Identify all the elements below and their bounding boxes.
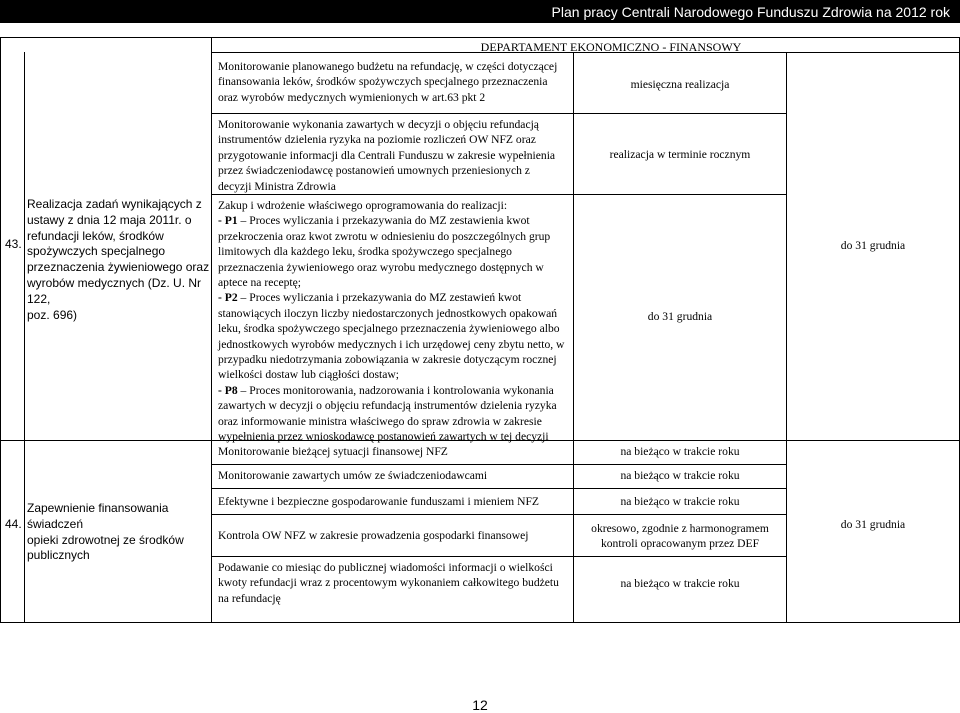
term-44-4: okresowo, zgodnie z harmonogramem kontroli opracowanym przez DEF (591, 522, 769, 551)
col-divider-term (786, 52, 787, 623)
term-44-2: na bieżąco w trakcie roku (620, 469, 740, 482)
row-number-43: 43. (5, 237, 22, 251)
action-44-2: Monitorowanie zawartych umów ze świadczeniodawcami (218, 469, 488, 482)
action-44-4: Kontrola OW NFZ w zakresie prowadzenia gospodarki finansowej (218, 529, 529, 542)
row-line (211, 464, 787, 465)
action-44-1: Monitorowanie bieżącej sytuacji finansowej NFZ (218, 445, 448, 458)
table-top-border (0, 37, 960, 38)
page-header-bar (0, 0, 960, 23)
term-43-1: miesięczna realizacja (630, 78, 730, 91)
row-line (211, 194, 787, 195)
deadline-43: do 31 grudnia (840, 239, 906, 252)
table-bottom-border (0, 622, 960, 623)
row-number-44: 44. (5, 517, 22, 531)
action-44-3: Efektywne i bezpieczne gospodarowanie funduszami i mieniem NFZ (218, 495, 539, 508)
table-left-border (0, 37, 1, 623)
term-43-3: do 31 grudnia (647, 310, 713, 323)
action-43-1: Monitorowanie planowanego budżetu na refundację, w części dotyczącej finansowania leków, środków spożywczych specjalnego przeznaczenia oraz wyrobów medycznych wymienionych w art.63 pkt 2 (218, 60, 558, 104)
page-title: Plan pracy Centrali Narodowego Funduszu Zdrowia na 2012 rok (551, 3, 950, 20)
term-43-2: realizacja w terminie rocznym (609, 148, 751, 161)
deadline-44: do 31 grudnia (840, 518, 906, 531)
action-43-2: Monitorowanie wykonania zawartych w decyzji o objęciu refundacją instrumentów dzielenia ryzyka na poziomie rozliczeń OW NFZ oraz przygotowanie informacji dla Centrali Funduszu w zakresie wypełnienia przez świadczeniodawcę postanowień umownych przeniesionych z decyzji Ministra Zdrowia (218, 118, 556, 193)
term-44-1: na bieżąco w trakcie roku (620, 445, 740, 458)
task-description-43: Realizacja zadań wynikających z ustawy z dnia 12 maja 2011r. o refundacji leków, środków spożywczych specjalnego przeznaczenia żywieniowego oraz wyrobów medycznych (Dz. U. Nr 122, poz. 696) (27, 197, 210, 322)
action-43-3: Zakup i wdrożenie właściwego oprogramowania do realizacji: - P1 – Proces wyliczania i przekazywania do MZ zestawienia kwot przekroczenia oraz kwot zwrotu w odniesieniu do poszczególnych grup limitowych dla każdego leku, środka spożywczego specjalnego przeznaczenia żywieniowego oraz wyrobu medycznego dostępnych w aptece na receptę; - P2 – Proces wyliczania i przekazywania do MZ zestawień kwot stanowiących iloczyn liczby niedostarczonych jednostkowych opakowań leku, środka spożywczego specjalnego przeznaczenia żywieniowego albo jednostkowych wyrobów medycznych i ich urzędowej ceny zbytu netto, w przypadku niedotrzymania zobowiązania w zakresie dotyczącym rocznej wielkości dostaw lub ciągłości dostaw; - P8 – Proces monitorowania, nadzorowania i kontrolowania wykonania zawartych w decyzji o objęciu refundacją instrumentów dzielenia ryzyka oraz informowanie ministra właściwego do spraw zdrowia w zakresie wypełnienia przez wnioskodawcę postanowień zawartych w tej decyzji (218, 199, 565, 444)
department-title: DEPARTAMENT EKONOMICZNO - FINANSOWY (480, 40, 742, 54)
action-44-5: Podawanie co miesiąc do publicznej wiadomości informacji o wielkości kwoty refundacji wraz z procentowym wykonaniem całkowitego budżetu na refundację (218, 561, 559, 605)
task-description-44: Zapewnienie finansowania świadczeń opieki zdrowotnej ze środków publicznych (27, 501, 184, 563)
row-line (211, 488, 787, 489)
col-divider-number (24, 52, 25, 623)
term-44-3: na bieżąco w trakcie roku (620, 495, 740, 508)
page-number: 12 (472, 697, 488, 713)
term-44-5: na bieżąco w trakcie roku (620, 577, 740, 590)
row-line (211, 556, 787, 557)
row-line (211, 514, 787, 515)
row-line (211, 113, 787, 114)
